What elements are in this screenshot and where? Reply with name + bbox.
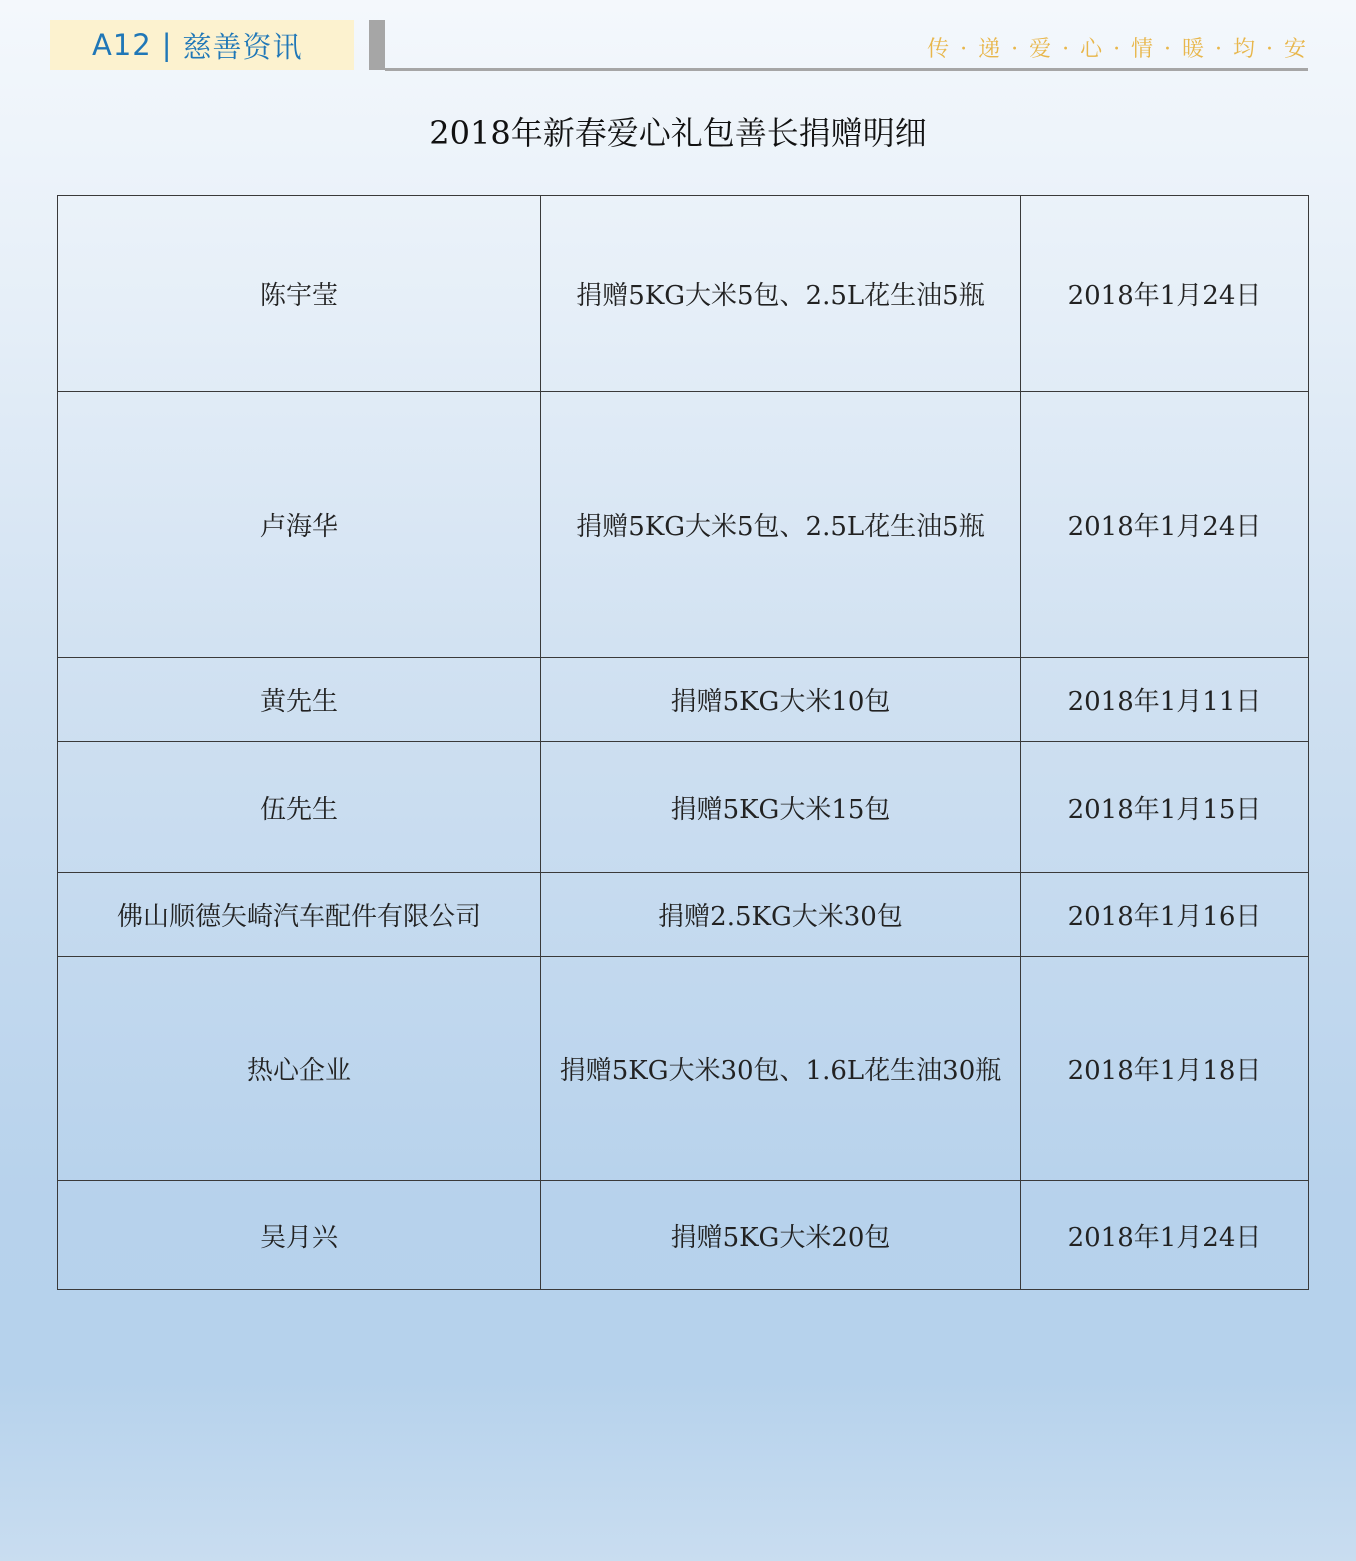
- date-cell: 2018年1月24日: [1021, 1181, 1309, 1290]
- donor-cell: 卢海华: [58, 392, 541, 658]
- page-title: 2018年新春爱心礼包善长捐赠明细: [429, 114, 927, 152]
- table-row: [58, 873, 1309, 957]
- date-cell: 2018年1月24日: [1021, 196, 1309, 392]
- date-cell: 2018年1月11日: [1021, 658, 1309, 742]
- table-row: [58, 392, 1309, 658]
- donation-cell: 捐赠5KG大米30包、1.6L花生油30瓶: [541, 957, 1021, 1181]
- donation-cell: 捐赠5KG大米10包: [541, 658, 1021, 742]
- header-accent-block: [369, 20, 385, 70]
- header-divider: [385, 68, 1308, 71]
- donation-cell: 捐赠5KG大米15包: [541, 742, 1021, 873]
- donation-table: [57, 195, 1309, 1290]
- donor-cell: 黄先生: [58, 658, 541, 742]
- date-cell: 2018年1月18日: [1021, 957, 1309, 1181]
- table-row: [58, 196, 1309, 392]
- tag-separator: |: [161, 28, 173, 62]
- donor-cell: 陈宇莹: [58, 196, 541, 392]
- donor-cell: 佛山顺德矢崎汽车配件有限公司: [58, 873, 541, 957]
- donation-cell: 捐赠5KG大米20包: [541, 1181, 1021, 1290]
- section-name: 慈善资讯: [182, 29, 303, 64]
- date-cell: 2018年1月15日: [1021, 742, 1309, 873]
- donor-cell: 热心企业: [58, 957, 541, 1181]
- donation-cell: 捐赠2.5KG大米30包: [541, 873, 1021, 957]
- donation-cell: 捐赠5KG大米5包、2.5L花生油5瓶: [541, 392, 1021, 658]
- donor-cell: 伍先生: [58, 742, 541, 873]
- donor-cell: 吴月兴: [58, 1181, 541, 1290]
- date-cell: 2018年1月24日: [1021, 392, 1309, 658]
- page-code: A12: [92, 28, 152, 62]
- table-row: [58, 957, 1309, 1181]
- date-cell: 2018年1月16日: [1021, 873, 1309, 957]
- table-row: [58, 742, 1309, 873]
- table-row: [58, 658, 1309, 742]
- section-tag: [50, 20, 354, 70]
- header-slogan: 传 · 递 · 爱 · 心 · 情 · 暖 · 均 · 安: [927, 37, 1308, 62]
- table-row: [58, 1181, 1309, 1290]
- donation-cell: 捐赠5KG大米5包、2.5L花生油5瓶: [541, 196, 1021, 392]
